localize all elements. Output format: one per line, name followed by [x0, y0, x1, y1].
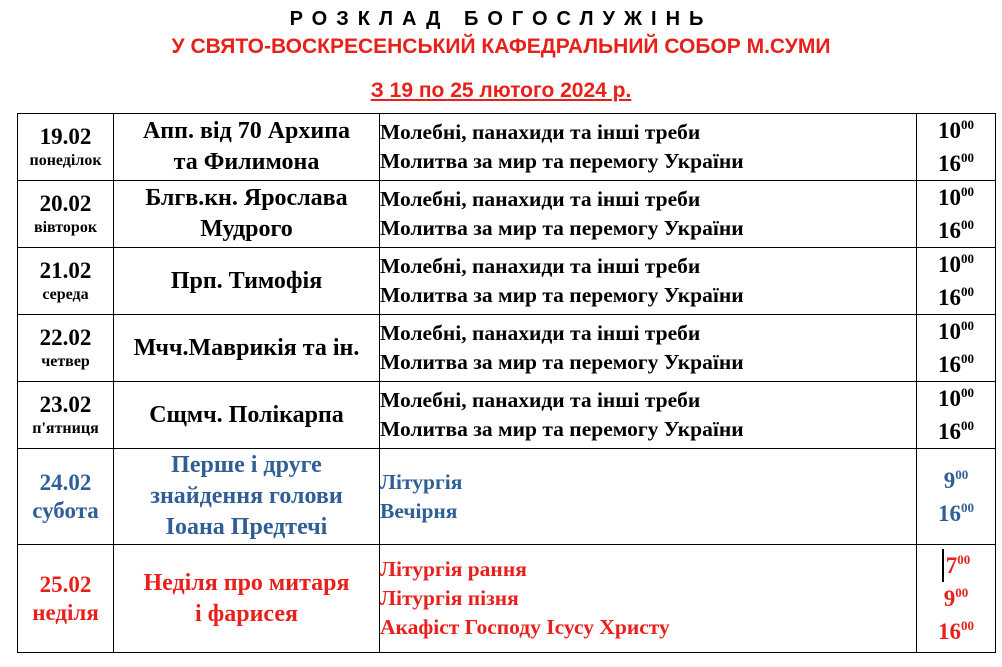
saint-cell — [114, 248, 380, 315]
date-number: 22.02 — [39, 325, 92, 350]
saint-cell — [114, 181, 380, 248]
date-cell — [18, 181, 114, 248]
date-number: 20.02 — [39, 191, 92, 216]
time-cell — [917, 114, 996, 181]
service-cell — [380, 181, 917, 248]
service-item: Молитва за мир та перемогу України — [380, 149, 744, 173]
saint-line: Прп. Тимофія — [170, 267, 323, 294]
service-cell — [380, 545, 917, 653]
time-cell — [917, 315, 996, 382]
service-time: $10^{00}$ — [938, 385, 974, 411]
date-number: 23.02 — [39, 392, 92, 417]
weekday: вівторок — [33, 219, 98, 236]
service-cell — [380, 449, 917, 545]
service-item: Молебні, панахиди та інші треби — [380, 321, 701, 345]
service-time: $10^{00}$ — [938, 318, 974, 344]
saint-line: Перше і друге — [171, 452, 322, 478]
saint-cell — [114, 315, 380, 382]
service-item: Молитва за мир та перемогу України — [380, 216, 744, 240]
service-time: $16^{00}$ — [938, 418, 974, 444]
service-item: Молебні, панахиди та інші треби — [380, 254, 701, 278]
date-number: 19.02 — [39, 124, 92, 149]
table-row — [18, 545, 996, 653]
time-cell — [917, 545, 996, 653]
page-subtitle: У СВЯТО-ВОСКРЕСЕНСЬКИЙ КАФЕДРАЛЬНИЙ СОБОР М.СУМИ — [171, 35, 831, 58]
service-time: $16^{00}$ — [938, 217, 974, 243]
saint-line: Сщмч. Полікарпа — [149, 401, 344, 428]
date-cell — [18, 114, 114, 181]
service-item: Літургія — [380, 469, 463, 494]
date-cell — [18, 315, 114, 382]
saint-line: знайдення голови — [150, 483, 343, 509]
table-row — [18, 449, 996, 545]
schedule-period: З 19 по 25 лютого 2024 р. — [370, 79, 632, 102]
time-cell — [917, 181, 996, 248]
service-item: Молитва за мир та перемогу України — [380, 283, 744, 307]
saint-line: Апп. від 70 Архипа — [142, 118, 351, 144]
service-time: $16^{00}$ — [938, 618, 974, 644]
table-row — [18, 114, 996, 181]
service-time: $16^{00}$ — [938, 284, 974, 310]
service-item: Молебні, панахиди та інші треби — [380, 187, 701, 211]
time-cell — [917, 248, 996, 315]
saint-cell — [114, 545, 380, 653]
service-item: Молебні, панахиди та інші треби — [380, 120, 701, 144]
saint-line: Мудрого — [200, 216, 293, 242]
service-time: $10^{00}$ — [938, 184, 974, 210]
date-cell — [18, 248, 114, 315]
weekday: субота — [32, 497, 99, 523]
time-cell — [917, 449, 996, 545]
page-title: РОЗКЛАД БОГОСЛУЖІНЬ — [289, 8, 713, 30]
saint-line: Іоана Предтечі — [165, 514, 328, 540]
service-time: $7^{00}$ — [917, 549, 995, 582]
schedule-table — [17, 113, 996, 653]
weekday: п'ятниця — [32, 420, 99, 437]
date-number: 25.02 — [39, 571, 92, 597]
table-row — [18, 181, 996, 248]
weekday: понеділок — [29, 152, 102, 169]
service-cell — [380, 248, 917, 315]
service-item: Молитва за мир та перемогу України — [380, 417, 744, 441]
table-row — [18, 315, 996, 382]
service-item: Вечірня — [380, 498, 458, 523]
saint-cell — [114, 114, 380, 181]
service-time: $9^{00}$ — [943, 585, 969, 611]
date-number: 21.02 — [39, 258, 92, 283]
saint-line: Неділя про митаря — [143, 569, 350, 596]
service-item: Літургія рання — [380, 557, 527, 581]
service-time: $9^{00}$ — [943, 466, 969, 493]
saint-line: та Филимона — [173, 149, 320, 175]
saint-line: Блгв.кн. Ярослава — [145, 185, 348, 211]
table-row — [18, 382, 996, 449]
service-cell — [380, 382, 917, 449]
weekday: неділя — [32, 599, 99, 625]
service-time: $16^{00}$ — [938, 150, 974, 176]
service-time: $10^{00}$ — [938, 251, 974, 277]
service-cell — [380, 315, 917, 382]
service-item: Акафіст Господу Ісусу Христу — [380, 615, 670, 639]
service-item: Літургія пізня — [380, 586, 519, 610]
table-row — [18, 248, 996, 315]
date-cell — [18, 382, 114, 449]
saint-line: і фарисея — [194, 600, 299, 627]
service-time: $16^{00}$ — [938, 499, 974, 526]
saint-cell — [114, 449, 380, 545]
date-cell — [18, 545, 114, 653]
service-time: $16^{00}$ — [938, 351, 974, 377]
saint-line: Мчч.Маврикія та ін. — [133, 334, 360, 361]
weekday: четвер — [41, 353, 90, 370]
saint-cell — [114, 382, 380, 449]
time-cell — [917, 382, 996, 449]
service-item: Молитва за мир та перемогу України — [380, 350, 744, 374]
date-cell — [18, 449, 114, 545]
service-time: $10^{00}$ — [938, 117, 974, 143]
service-cell — [380, 114, 917, 181]
service-item: Молебні, панахиди та інші треби — [380, 388, 701, 412]
weekday: середа — [42, 286, 89, 303]
date-number: 24.02 — [39, 469, 92, 495]
